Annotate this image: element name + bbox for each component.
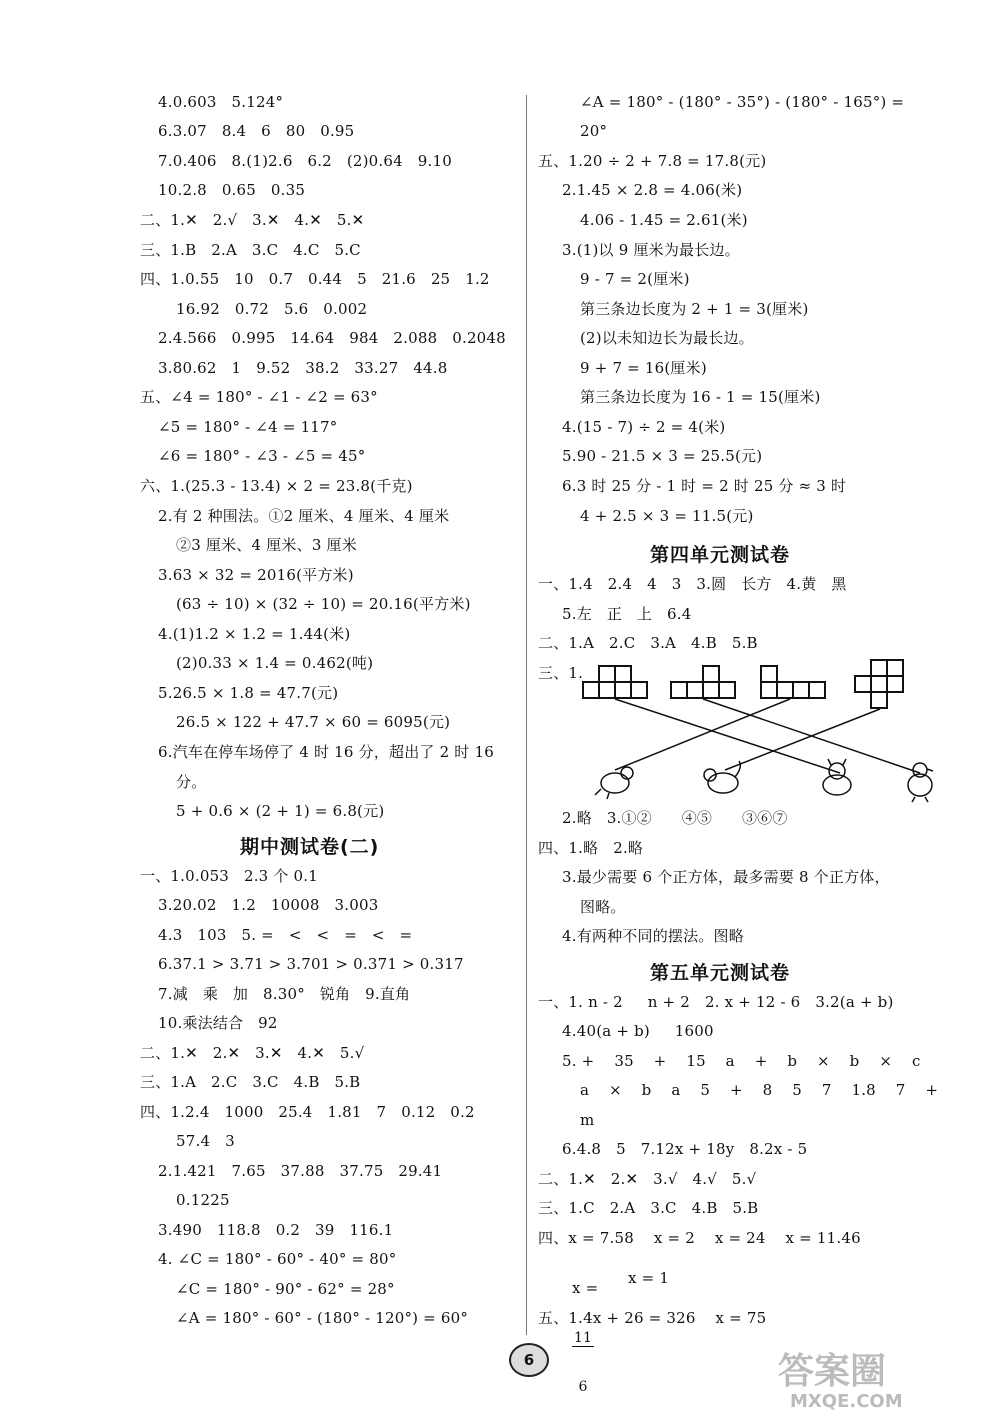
fraction-denominator: 6 — [578, 1379, 588, 1395]
answer-line-left-21: 26.5 × 122 + 47.7 × 60 = 6095(元) — [176, 713, 451, 731]
section-heading-0: 期中测试卷(二) — [240, 836, 380, 858]
answer-line-right-11: 4.(15 - 7) ÷ 2 = 4(米) — [562, 418, 726, 436]
cube-net-2 — [671, 666, 735, 698]
matching-lines — [615, 699, 920, 773]
answer-line-left-19: (2)0.33 × 1.4 = 0.462(吨) — [176, 654, 374, 672]
fraction — [572, 1298, 594, 1427]
answer-line-left-24: 5 + 0.6 × (2 + 1) = 6.8(元) — [176, 802, 385, 820]
answer-line-left-39: ∠C = 180° - 90° - 62° = 28° — [176, 1280, 395, 1298]
watermark-logo — [770, 1345, 995, 1411]
answer-line-right-15: 一、1.4 2.4 4 3 3.圆 长方 4.黄 黑 — [538, 575, 847, 593]
section-heading-2: 第五单元测试卷 — [650, 962, 791, 984]
answer-line-right-13: 6.3 时 25 分 - 1 时 = 2 时 25 分 ≈ 3 时 — [562, 477, 847, 495]
answer-line-left-11: ∠5 = 180° - ∠4 = 117° — [158, 418, 338, 436]
answer-line-right-14: 4 + 2.5 × 3 = 11.5(元) — [580, 507, 754, 525]
answer-line-left-20: 5.26.5 × 1.8 = 47.7(元) — [158, 684, 339, 702]
answer-line-left-28: 6.37.1 > 3.71 > 3.701 > 0.371 > 0.317 — [158, 955, 464, 973]
answer-line-left-2: 7.0.406 8.(1)2.6 6.2 (2)0.64 9.10 — [158, 152, 452, 170]
answer-line-left-34: 57.4 3 — [176, 1132, 235, 1150]
page-number: 6 — [509, 1343, 549, 1377]
answer-line-left-29: 7.减 乘 加 8.30° 锐角 9.直角 — [158, 985, 411, 1003]
answer-line-left-36: 0.1225 — [176, 1191, 230, 1209]
answer-line-right-9: 9 + 7 = 16(厘米) — [580, 359, 707, 377]
section-heading-1: 第四单元测试卷 — [650, 544, 791, 566]
answer-line-right-4: 4.06 - 1.45 = 2.61(米) — [580, 211, 748, 229]
answer-line-left-15: ②3 厘米、4 厘米、3 厘米 — [176, 536, 357, 554]
answer-line-right-12: 5.90 - 21.5 × 3 = 25.5(元) — [562, 447, 763, 465]
answer-line-right-26: 5. + 35 + 15 a + b × b × c — [562, 1052, 921, 1070]
cube-net-3 — [761, 666, 825, 698]
answer-line-left-23: 分。 — [176, 773, 207, 791]
watermark-main: 答案圈 — [778, 1351, 887, 1392]
answer-line-left-9: 3.80.62 1 9.52 38.2 33.27 44.8 — [158, 359, 448, 377]
fraction-numerator: 11 — [573, 1330, 593, 1346]
matching-figure — [575, 655, 935, 805]
answer-line-left-3: 10.2.8 0.65 0.35 — [158, 181, 306, 199]
answer-line-right-7: 第三条边长度为 2 + 1 = 3(厘米) — [580, 300, 809, 318]
answer-line-left-1: 6.3.07 8.4 6 80 0.95 — [158, 122, 355, 140]
answer-line-left-4: 二、1.✕ 2.√ 3.✕ 4.✕ 5.✕ — [140, 211, 365, 229]
answer-line-right-24: 一、1. n - 2 n + 2 2. x + 12 - 6 3.2(a + b) — [538, 993, 894, 1011]
answer-line-right-18: 三、1. — [538, 664, 584, 682]
animal-1-icon — [595, 767, 633, 799]
answer-line-left-35: 2.1.421 7.65 37.88 37.75 29.41 — [158, 1162, 443, 1180]
answer-line-left-22: 6.汽车在停车场停了 4 时 16 分，超出了 2 时 16 — [158, 743, 494, 761]
answer-line-left-14: 2.有 2 种围法。①2 厘米、4 厘米、4 厘米 — [158, 507, 450, 525]
answer-line-right-34: 五、1.4x + 26 = 326 x = 75 — [538, 1309, 767, 1327]
column-divider — [526, 95, 527, 1335]
answer-line-right-8: (2)以未知边长为最长边。 — [580, 329, 754, 347]
answer-line-left-32: 三、1.A 2.C 3.C 4.B 5.B — [140, 1073, 361, 1091]
answer-line-left-7: 16.92 0.72 5.6 0.002 — [176, 300, 368, 318]
watermark-sub: MXQE.COM — [790, 1391, 903, 1411]
answer-line-right-20: 四、1.略 2.略 — [538, 839, 644, 857]
answer-line-left-18: 4.(1)1.2 × 1.2 = 1.44(米) — [158, 625, 351, 643]
answer-line-right-1: 20° — [580, 122, 608, 140]
animal-3-icon — [823, 759, 851, 795]
answer-line-left-8: 2.4.566 0.995 14.64 984 2.088 0.2048 — [158, 329, 506, 347]
answer-line-right-19: 2.略 3.①② ④⑤ ③⑥⑦ — [562, 809, 788, 827]
answer-line-right-0: ∠A = 180° - (180° - 35°) - (180° - 165°) = — [580, 93, 905, 111]
answer-line-right-31: 三、1.C 2.A 3.C 4.B 5.B — [538, 1199, 759, 1217]
answer-line-right-2: 五、1.20 ÷ 2 + 7.8 = 17.8(元) — [538, 152, 767, 170]
answer-line-left-12: ∠6 = 180° - ∠3 - ∠5 = 45° — [158, 447, 366, 465]
answer-line-right-22: 图略。 — [580, 898, 626, 916]
answer-line-right-10: 第三条边长度为 16 - 1 = 15(厘米) — [580, 388, 821, 406]
answer-line-left-13: 六、1.(25.3 - 13.4) × 2 = 23.8(千克) — [140, 477, 413, 495]
answer-line-right-32: 四、x = 7.58 x = 2 x = 24 x = 11.46 — [538, 1229, 861, 1247]
cube-net-1 — [583, 666, 647, 698]
answer-line-right-27: a × b a 5 + 8 5 7 1.8 7 + — [580, 1081, 939, 1099]
answer-line-left-26: 3.20.02 1.2 10008 3.003 — [158, 896, 379, 914]
answer-line-left-5: 三、1.B 2.A 3.C 4.C 5.C — [140, 241, 361, 259]
answer-line-right-6: 9 - 7 = 2(厘米) — [580, 270, 690, 288]
answer-line-right-21: 3.最少需要 6 个正方体，最多需要 8 个正方体， — [562, 868, 890, 886]
answer-line-left-25: 一、1.0.053 2.3 个 0.1 — [140, 867, 319, 885]
answer-line-left-0: 4.0.603 5.124° — [158, 93, 284, 111]
animal-4-icon — [908, 763, 933, 802]
answer-line-left-30: 10.乘法结合 92 — [158, 1014, 278, 1032]
answer-line-right-33: x = 1 — [628, 1269, 670, 1287]
answer-line-left-16: 3.63 × 32 = 2016(平方米) — [158, 566, 354, 584]
answer-line-right-29: 6.4.8 5 7.12x + 18y 8.2x - 5 — [562, 1140, 808, 1158]
answer-line-left-17: (63 ÷ 10) × (32 ÷ 10) = 20.16(平方米) — [176, 595, 471, 613]
answer-line-left-37: 3.490 118.8 0.2 39 116.1 — [158, 1221, 394, 1239]
answer-line-left-27: 4.3 103 5. = < < = < = — [158, 926, 413, 944]
answer-line-right-23: 4.有两种不同的摆法。图略 — [562, 927, 744, 945]
answer-line-left-40: ∠A = 180° - 60° - (180° - 120°) = 60° — [176, 1309, 469, 1327]
fraction-prefix: x = — [571, 1279, 599, 1297]
answer-line-right-25: 4.40(a + b) 1600 — [562, 1022, 714, 1040]
cube-net-4 — [855, 660, 903, 708]
answer-line-left-10: 五、∠4 = 180° - ∠1 - ∠2 = 63° — [140, 388, 378, 406]
answer-line-right-3: 2.1.45 × 2.8 = 4.06(米) — [562, 181, 743, 199]
answer-line-right-28: m — [580, 1111, 595, 1129]
answer-line-right-17: 二、1.A 2.C 3.A 4.B 5.B — [538, 634, 758, 652]
answer-line-left-6: 四、1.0.55 10 0.7 0.44 5 21.6 25 1.2 — [140, 270, 490, 288]
fraction-answer — [562, 1258, 598, 1427]
answer-line-left-33: 四、1.2.4 1000 25.4 1.81 7 0.12 0.2 — [140, 1103, 475, 1121]
answer-line-right-30: 二、1.✕ 2.✕ 3.√ 4.√ 5.√ — [538, 1170, 757, 1188]
answer-line-right-16: 5.左 正 上 6.4 — [562, 605, 692, 623]
answer-line-right-5: 3.(1)以 9 厘米为最长边。 — [562, 241, 740, 259]
answer-line-left-38: 4. ∠C = 180° - 60° - 40° = 80° — [158, 1250, 397, 1268]
answer-line-left-31: 二、1.✕ 2.✕ 3.✕ 4.✕ 5.√ — [140, 1044, 365, 1062]
